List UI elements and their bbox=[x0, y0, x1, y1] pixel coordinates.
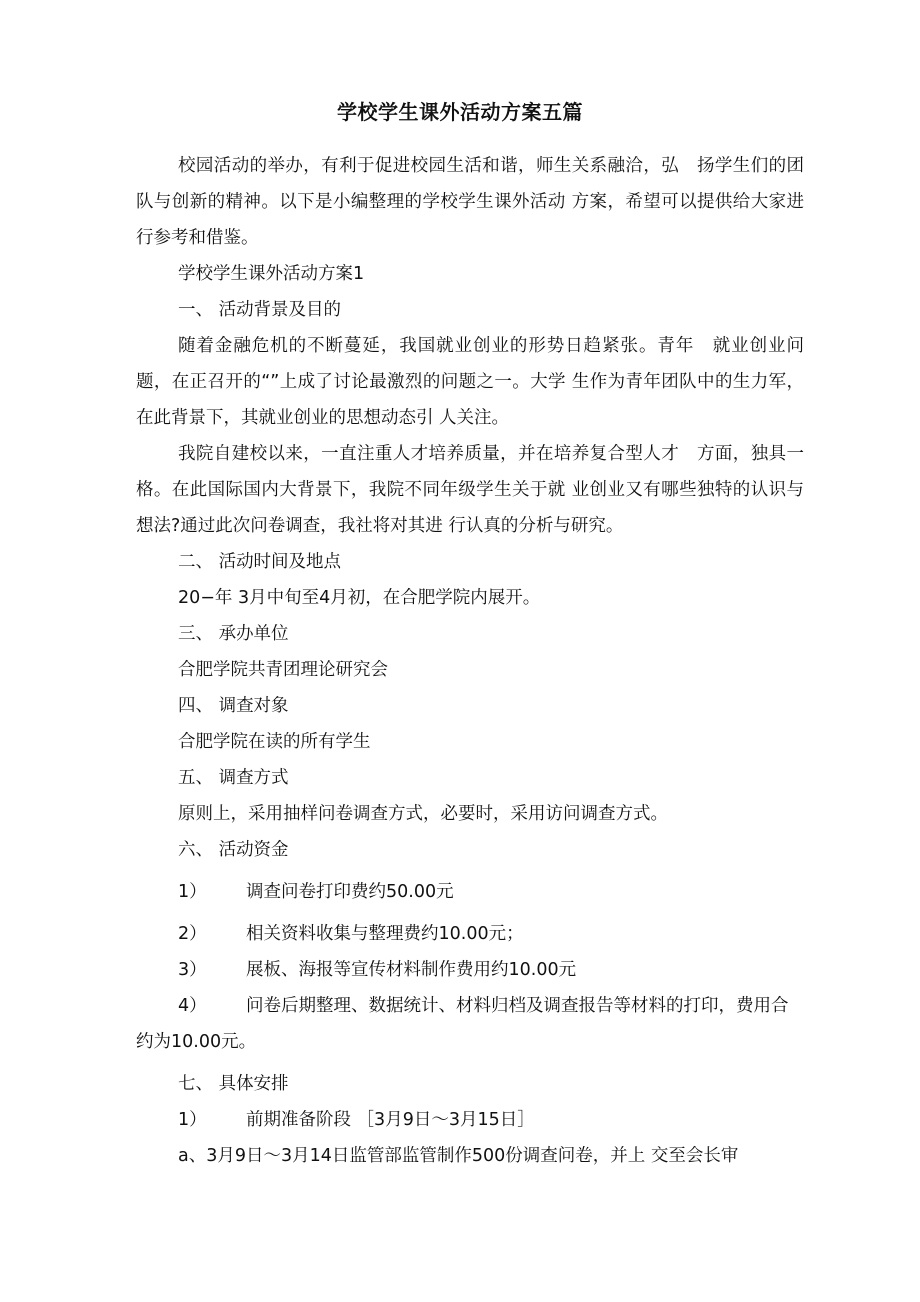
budget-item-text: 问卷后期整理、数据统计、材料归档及调查报告等材料的打印，费用合约为10.00元。 bbox=[136, 996, 789, 1052]
budget-item bbox=[136, 916, 804, 952]
section1-heading: 一、 活动背景及目的 bbox=[178, 300, 342, 320]
section5-heading: 五、 调查方式 bbox=[178, 768, 289, 788]
budget-item bbox=[136, 988, 804, 1060]
budget-item-text: 展板、海报等宣传材料制作费用约10.00元 bbox=[246, 960, 577, 980]
section2-text: 20−年 3月中旬至4月初，在合肥学院内展开。 bbox=[178, 588, 541, 608]
section3-heading: 三、 承办单位 bbox=[178, 624, 289, 644]
section6-heading: 六、 活动资金 bbox=[178, 840, 289, 860]
section2-heading: 二、 活动时间及地点 bbox=[178, 552, 342, 572]
schedule-sub-item-a: a、3月9日〜3月14日监管部监管制作500份调查问卷，并上 交至会长审 bbox=[178, 1146, 739, 1166]
schedule-item bbox=[136, 1102, 804, 1138]
section5-text: 原则上，采用抽样问卷调查方式，必要时，采用访问调查方式。 bbox=[178, 804, 668, 824]
schedule-item-number: 1） bbox=[178, 1110, 207, 1130]
document-title: 学校学生课外活动方案五篇 bbox=[337, 100, 583, 124]
section7-heading: 七、 具体安排 bbox=[178, 1074, 289, 1094]
intro-paragraph: 校园活动的举办，有利于促进校园生活和谐，师生关系融洽，弘 扬学生们的团队与创新的精神。以下是小编整理的学校学生课外活动 方案，希望可以提供给大家进行参考和借鉴。 bbox=[136, 156, 804, 248]
budget-item bbox=[136, 952, 804, 988]
section1-paragraph-2: 我院自建校以来，一直注重人才培养质量，并在培养复合型人才 方面，独具一格。在此国际国内大背景下，我院不同年级学生关于就 业创业又有哪些独特的认识与想法?通过此次问卷调查，我社将对其进 行认真的分析与研究。 bbox=[136, 444, 804, 536]
budget-item-text: 调查问卷打印费约50.00元 bbox=[246, 882, 454, 902]
budget-item-number: 4） bbox=[178, 996, 207, 1016]
budget-item-number: 2） bbox=[178, 924, 207, 944]
budget-item-number: 3） bbox=[178, 960, 207, 980]
document-body bbox=[136, 148, 804, 1174]
plan1-title: 学校学生课外活动方案1 bbox=[178, 264, 365, 284]
section4-heading: 四、 调查对象 bbox=[178, 696, 289, 716]
section4-text: 合肥学院在读的所有学生 bbox=[178, 732, 371, 752]
schedule-item-text: 前期准备阶段 ［3月9日〜3月15日］ bbox=[246, 1110, 535, 1130]
section3-text: 合肥学院共青团理论研究会 bbox=[178, 660, 388, 680]
budget-item bbox=[136, 874, 804, 910]
budget-item-number: 1） bbox=[178, 882, 207, 902]
budget-item-text: 相关资料收集与整理费约10.00元； bbox=[246, 924, 524, 944]
section1-paragraph-1: 随着金融危机的不断蔓延，我国就业创业的形势日趋紧张。青年 就业创业问题，在正召开的“”上成了讨论最激烈的问题之一。大学 生作为青年团队中的生力军，在此背景下，其就业创业的思想动态引 人关注。 bbox=[136, 336, 804, 428]
